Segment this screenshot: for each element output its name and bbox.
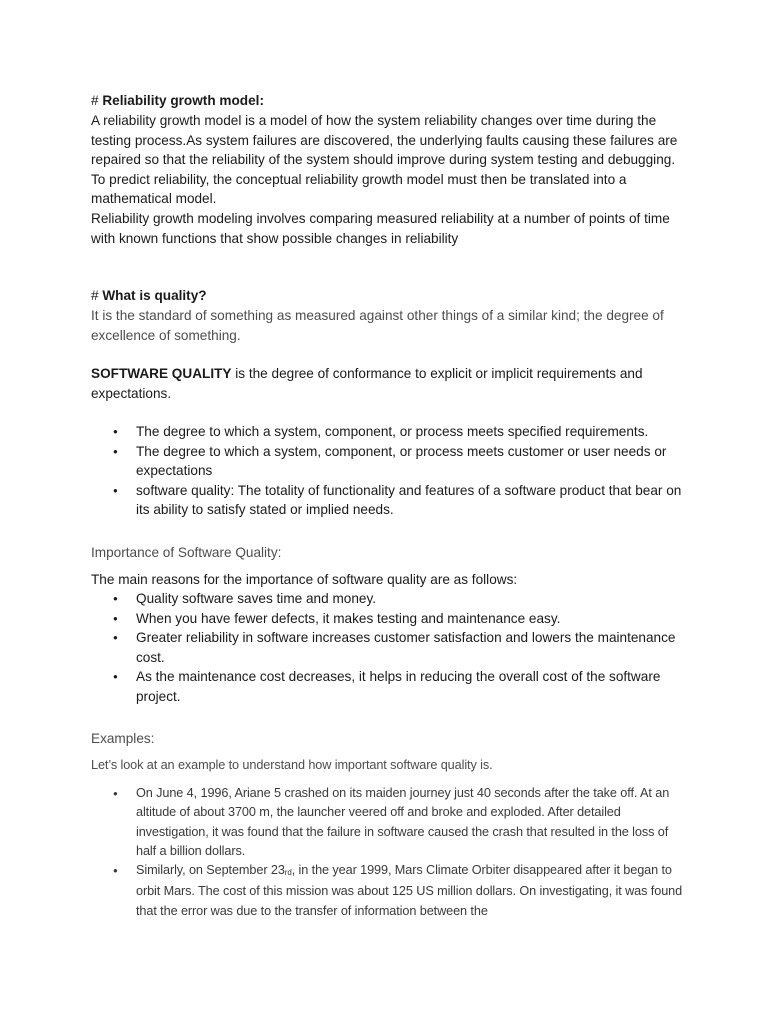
software-quality-definition bbox=[91, 364, 691, 403]
reliability-paragraph-2: Reliability growth modeling involves comparing measured reliability at a number of points of time with known functions that show possible changes in reliability bbox=[91, 211, 670, 246]
examples-intro: Let’s look at an example to understand how important software quality is. bbox=[91, 758, 493, 772]
importance-intro: The main reasons for the importance of software quality are as follows: bbox=[91, 572, 518, 587]
quality-heading bbox=[91, 286, 691, 306]
list-item: ● On June 4, 1996, Ariane 5 crashed on its maiden journey just 40 seconds after the take off. At an altitude of about 3700 m, the launcher veered off and broke and exploded. After detailed investigation, it was found that the failure in software caused the crash that resulted in the loss of half a billion dollars. bbox=[91, 784, 691, 861]
quality-heading-text: What is quality? bbox=[102, 288, 207, 303]
list-item: ● The degree to which a system, component, or process meets specified requirements. bbox=[91, 422, 691, 442]
ordinal-suffix: rd bbox=[284, 868, 292, 878]
heading-hash: # bbox=[91, 93, 99, 108]
list-item: ● software quality: The totality of functionality and features of a software product that bear on its ability to satisfy stated or implied needs. bbox=[91, 481, 691, 520]
list-item: ● The degree to which a system, component, or process meets customer or user needs or expectations bbox=[91, 442, 691, 481]
example-2-after: , in the year 1999, Mars Climate Orbiter disappeared after it began to orbit Mars. The cost of this mission was about 125 US million dollars. On investigating, it was found that the error was due to the transfer of information between the bbox=[136, 863, 683, 918]
list-item: ● Greater reliability in software increases customer satisfaction and lowers the maintenance cost. bbox=[91, 628, 691, 667]
examples-heading: Examples: bbox=[91, 731, 155, 746]
software-quality-list bbox=[91, 422, 691, 520]
heading-hash: # bbox=[91, 288, 99, 303]
list-item: ● Quality software saves time and money. bbox=[91, 589, 691, 609]
software-quality-term: SOFTWARE QUALITY bbox=[91, 366, 232, 381]
list-item: ● As the maintenance cost decreases, it helps in reducing the overall cost of the software project. bbox=[91, 667, 691, 706]
list-item bbox=[91, 861, 691, 921]
importance-heading: Importance of Software Quality: bbox=[91, 545, 282, 560]
reliability-heading bbox=[91, 91, 691, 111]
example-2-before: Similarly, on September 23 bbox=[136, 863, 285, 878]
list-item: ● When you have fewer defects, it makes testing and maintenance easy. bbox=[91, 609, 691, 629]
quality-definition: It is the standard of something as measured against other things of a similar kind; the degree of excellence of something. bbox=[91, 308, 664, 343]
reliability-heading-text: Reliability growth model: bbox=[102, 93, 264, 108]
software-quality-text: is the degree of conformance to explicit or implicit requirements and expectations. bbox=[91, 366, 643, 401]
importance-list bbox=[91, 589, 691, 707]
reliability-paragraph-1: A reliability growth model is a model of how the system reliability changes over time during the testing process.As system failures are discovered, the underlying faults causing these failures are repaired so that the reliability of the system should improve during system testing and debugging. To predict reliability, the conceptual reliability growth model must then be translated into a mathematical model. bbox=[91, 113, 678, 207]
examples-list bbox=[91, 784, 691, 921]
